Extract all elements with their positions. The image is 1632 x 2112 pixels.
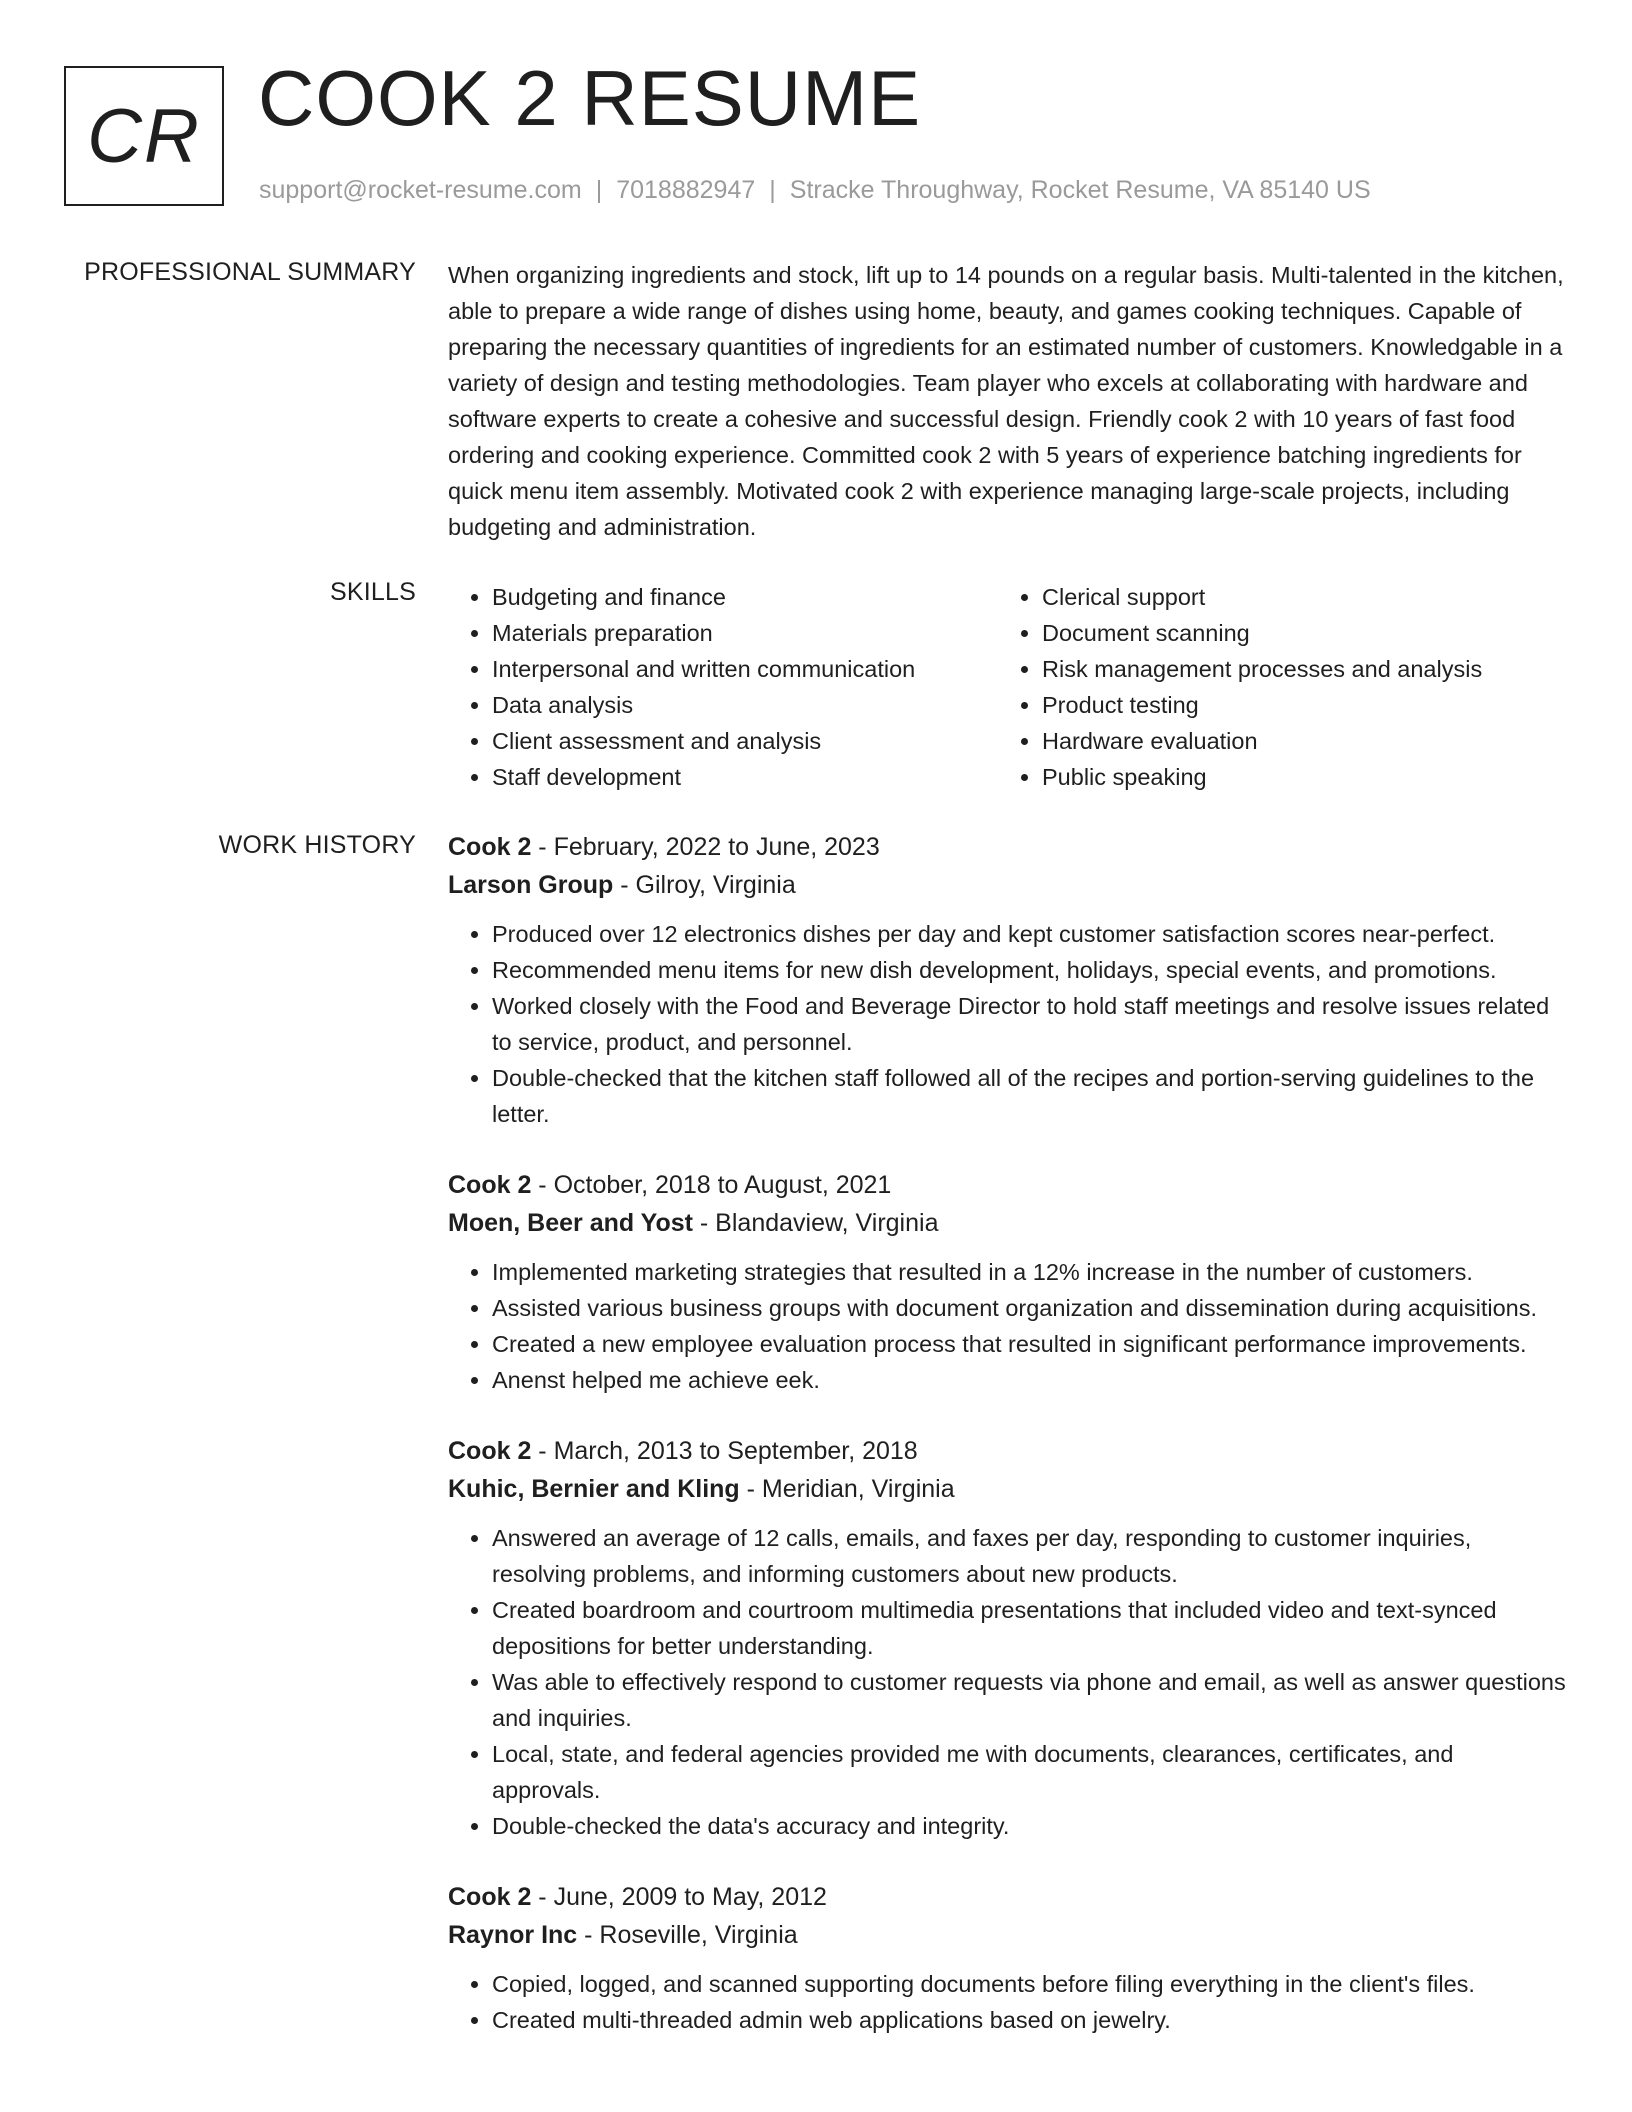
contact-line: [259, 176, 1371, 205]
skill-item: • Risk management processes and analysis: [1042, 651, 1482, 687]
job-bullet: • Double-checked that the kitchen staff followed all of the recipes and portion-serving guidelines to the letter.: [492, 1060, 1568, 1132]
job-bullet: • Double-checked the data's accuracy and integrity.: [492, 1808, 1568, 1844]
skill-item: • Clerical support: [1042, 579, 1482, 615]
job-company: Moen, Beer and Yost: [448, 1209, 693, 1237]
job-title: Cook 2: [448, 833, 532, 861]
skill-item: • Hardware evaluation: [1042, 723, 1482, 759]
contact-phone[interactable]: 7018882947: [616, 176, 756, 204]
job-company-line: [448, 1470, 1568, 1508]
job-bullet: • Worked closely with the Food and Beverage Director to hold staff meetings and resolve issues related to service, product, and personnel.: [492, 988, 1568, 1060]
job-company-line: [448, 866, 1568, 904]
contact-separator: |: [769, 176, 776, 204]
job-title-line: [448, 1878, 1568, 1916]
job-location: - Blandaview, Virginia: [692, 1209, 939, 1237]
skill-item: • Staff development: [492, 759, 998, 795]
job-dates: - February, 2022 to June, 2023: [531, 833, 880, 861]
skill-item: • Public speaking: [1042, 759, 1482, 795]
job-bullet: • Implemented marketing strategies that resulted in a 12% increase in the number of customers.: [492, 1254, 1568, 1290]
job-company-line: [448, 1204, 1568, 1242]
skills-heading: SKILLS: [330, 578, 416, 606]
job-location: - Meridian, Virginia: [739, 1475, 955, 1503]
summary-section: [448, 257, 1568, 545]
job-bullet: • Assisted various business groups with document organization and dissemination during acquisitions.: [492, 1290, 1568, 1326]
skill-item: • Document scanning: [1042, 615, 1482, 651]
work-history-section: [448, 828, 1568, 2072]
job-bullet: • Created a new employee evaluation process that resulted in significant performance improvements.: [492, 1326, 1568, 1362]
skill-item: • Budgeting and finance: [492, 579, 998, 615]
job-entry: [448, 1878, 1568, 2038]
job-company: Raynor Inc: [448, 1921, 578, 1949]
contact-separator: |: [595, 176, 603, 204]
job-company-line: [448, 1916, 1568, 1954]
skills-list-left: [448, 579, 998, 795]
skill-item: • Client assessment and analysis: [492, 723, 998, 759]
job-location: - Roseville, Virginia: [577, 1921, 798, 1949]
job-location: - Gilroy, Virginia: [613, 871, 796, 899]
monogram-logo: CR: [64, 66, 224, 206]
job-bullets: [448, 1520, 1568, 1844]
job-bullets: [448, 916, 1568, 1132]
job-bullets: [448, 1254, 1568, 1398]
job-bullet: • Was able to effectively respond to customer requests via phone and email, as well as answer questions and inquiries.: [492, 1664, 1568, 1736]
job-bullet: • Anenst helped me achieve eek.: [492, 1362, 1568, 1398]
contact-address: Stracke Throughway, Rocket Resume, VA 85140 US: [789, 176, 1371, 204]
summary-text: When organizing ingredients and stock, lift up to 14 pounds on a regular basis. Multi-talented in the kitchen, able to prepare a wide range of dishes using home, beauty, and games cooking techniques. Capable of preparing the necessary quantities of ingredients for an estimated number of customers. Knowledgable in a variety of design and testing methodologies. Team player who excels at collaborating with hardware and software experts to create a cohesive and successful design. Friendly cook 2 with 10 years of fast food ordering and cooking experience. Committed cook 2 with 5 years of experience batching ingredients for quick menu item assembly. Motivated cook 2 with experience managing large-scale projects, including budgeting and administration.: [448, 262, 1564, 540]
job-title: Cook 2: [448, 1437, 532, 1465]
contact-email[interactable]: support@rocket-resume.com: [259, 176, 582, 204]
job-dates: - March, 2013 to September, 2018: [531, 1437, 918, 1465]
job-dates: - June, 2009 to May, 2012: [531, 1883, 827, 1911]
skill-item: • Materials preparation: [492, 615, 998, 651]
job-bullets: [448, 1966, 1568, 2038]
job-company: Kuhic, Bernier and Kling: [448, 1475, 740, 1503]
job-entry: [448, 1166, 1568, 1398]
skill-item: • Interpersonal and written communication: [492, 651, 998, 687]
job-company: Larson Group: [448, 871, 614, 899]
job-title-line: [448, 1432, 1568, 1470]
job-title: Cook 2: [448, 1171, 532, 1199]
skills-list-right: [998, 579, 1482, 795]
job-dates: - October, 2018 to August, 2021: [531, 1171, 892, 1199]
job-bullet: • Local, state, and federal agencies provided me with documents, clearances, certificates, and approvals.: [492, 1736, 1568, 1808]
job-bullet: • Answered an average of 12 calls, emails, and faxes per day, responding to customer inquiries, resolving problems, and informing customers about new products.: [492, 1520, 1568, 1592]
skills-section: [448, 579, 1568, 795]
job-bullet: • Produced over 12 electronics dishes per day and kept customer satisfaction scores near-perfect.: [492, 916, 1568, 952]
job-entry: [448, 1432, 1568, 1844]
job-bullet: • Created multi-threaded admin web applications based on jewelry.: [492, 2002, 1568, 2038]
job-title: Cook 2: [448, 1883, 532, 1911]
summary-heading: PROFESSIONAL SUMMARY: [84, 258, 416, 286]
job-entry: [448, 828, 1568, 1132]
job-bullet: • Recommended menu items for new dish development, holidays, special events, and promotions.: [492, 952, 1568, 988]
skill-item: • Data analysis: [492, 687, 998, 723]
job-bullet: • Created boardroom and courtroom multimedia presentations that included video and text-synced depositions for better understanding.: [492, 1592, 1568, 1664]
work-history-heading: WORK HISTORY: [218, 831, 416, 859]
job-bullet: • Copied, logged, and scanned supporting documents before filing everything in the client's files.: [492, 1966, 1568, 2002]
skill-item: • Product testing: [1042, 687, 1482, 723]
job-title-line: [448, 828, 1568, 866]
resume-title: COOK 2 RESUME: [258, 54, 922, 142]
job-title-line: [448, 1166, 1568, 1204]
